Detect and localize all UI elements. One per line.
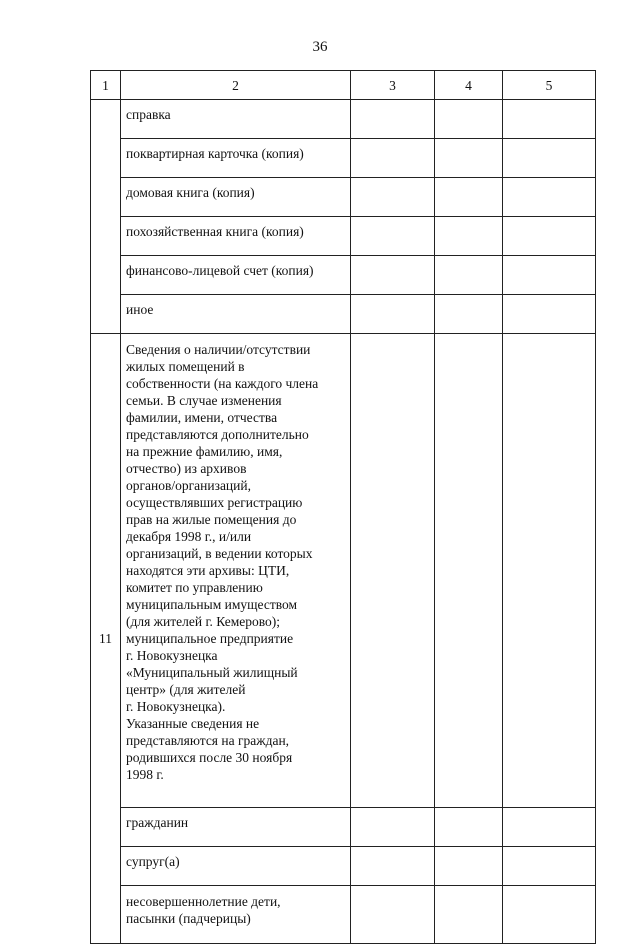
empty-cell — [351, 886, 435, 944]
table-row — [91, 808, 596, 847]
empty-cell — [435, 100, 503, 139]
empty-cell — [435, 139, 503, 178]
row-label: справка — [121, 100, 351, 139]
empty-cell — [351, 217, 435, 256]
empty-cell — [503, 139, 596, 178]
empty-cell — [351, 139, 435, 178]
empty-cell — [503, 808, 596, 847]
row-label: гражданин — [121, 808, 351, 847]
row-description: Сведения о наличии/отсутствии жилых помещений в собственности (на каждого члена семьи. В случае изменения фамилии, имени, отчества представляются дополнительно на прежние фамилию, имя, отчество) из архивов органов/организаций, осуществлявших регистрацию прав на жилые помещения до декабря 1998 г., и/или организаций, в ведении которых находятся эти архивы: ЦТИ, комитет по управлению муниципальным имуществом (для жителей г. Кемерово); муниципальное предприятие г. Новокузнецка «Муниципальный жилищный центр» (для жителей г. Новокузнецка). Указанные сведения не представляются на граждан, родившихся после 30 ноября 1998 г. — [121, 334, 351, 808]
empty-cell — [503, 886, 596, 944]
table-row — [91, 886, 596, 944]
empty-cell — [435, 178, 503, 217]
table-row — [91, 295, 596, 334]
row-label: иное — [121, 295, 351, 334]
row-number-cell — [91, 100, 121, 334]
header-col-2: 2 — [121, 71, 351, 100]
empty-cell — [503, 217, 596, 256]
header-col-1: 1 — [91, 71, 121, 100]
empty-cell — [351, 808, 435, 847]
header-col-5: 5 — [503, 71, 596, 100]
empty-cell — [435, 256, 503, 295]
empty-cell — [351, 100, 435, 139]
table-row — [91, 256, 596, 295]
empty-cell — [503, 256, 596, 295]
empty-cell — [435, 217, 503, 256]
header-col-3: 3 — [351, 71, 435, 100]
empty-cell — [351, 847, 435, 886]
empty-cell — [435, 847, 503, 886]
empty-cell — [503, 178, 596, 217]
empty-cell — [435, 295, 503, 334]
row-number-cell: 11 — [91, 334, 121, 944]
row-label: супруг(а) — [121, 847, 351, 886]
table-row — [91, 139, 596, 178]
row-label: несовершеннолетние дети, пасынки (падчерицы) — [121, 886, 351, 944]
table-row — [91, 217, 596, 256]
table-row — [91, 178, 596, 217]
empty-cell — [503, 847, 596, 886]
row-label: похозяйственная книга (копия) — [121, 217, 351, 256]
empty-cell — [435, 334, 503, 808]
row-label: домовая книга (копия) — [121, 178, 351, 217]
table-row — [91, 100, 596, 139]
empty-cell — [503, 334, 596, 808]
header-col-4: 4 — [435, 71, 503, 100]
row-label: финансово-лицевой счет (копия) — [121, 256, 351, 295]
table-row — [91, 334, 596, 808]
empty-cell — [503, 100, 596, 139]
empty-cell — [351, 178, 435, 217]
table-row — [91, 847, 596, 886]
empty-cell — [503, 295, 596, 334]
empty-cell — [351, 295, 435, 334]
empty-cell — [435, 808, 503, 847]
page-number: 36 — [312, 39, 328, 55]
document-table — [90, 70, 596, 944]
row-label: поквартирная карточка (копия) — [121, 139, 351, 178]
empty-cell — [435, 886, 503, 944]
empty-cell — [351, 334, 435, 808]
empty-cell — [351, 256, 435, 295]
table-header-row — [91, 71, 596, 100]
